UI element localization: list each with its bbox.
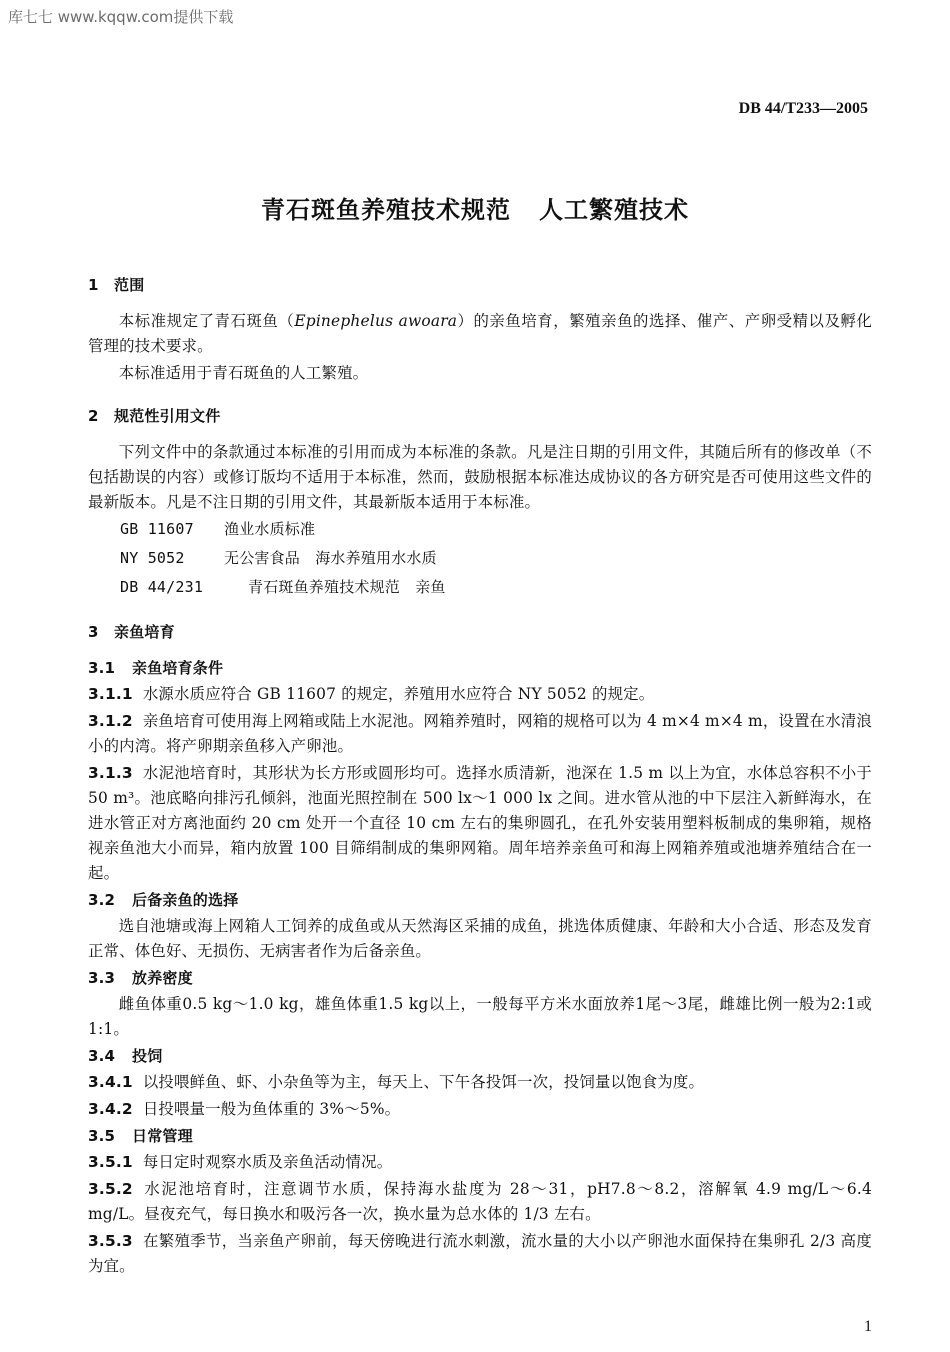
scope-paragraph: 本标准规定了青石斑鱼（Epinephelus awoara）的亲鱼培育，繁殖亲鱼的选择、催产、产卵受精以及孵化管理的技术要求。 [88, 312, 873, 355]
clause-3-5-3: 3.5.3 在繁殖季节，当亲鱼产卵前，每天傍晚进行流水刺激，流水量的大小以产卵池水面保持在集卵孔 2/3 高度为宜。 [88, 1232, 872, 1275]
clause-3-5-2: 3.5.2 水泥池培育时，注意调节水质，保持海水盐度为 28～31，pH7.8～8.2，溶解氧 4.9 mg/L～6.4 mg/L。昼夜充气，每日换水和吸污各一次，换水量为总水体的 1/3 左右。 [88, 1180, 872, 1223]
clause-3-4-2: 3.4.2 日投喂量一般为鱼体重的 3%～5%。 [88, 1100, 401, 1118]
clause-3-5-1: 3.5.1 每日定时观察水质及亲鱼活动情况。 [88, 1153, 393, 1171]
title-part-1: 青石斑鱼养殖技术规范 [261, 196, 511, 224]
section-3-heading: 3 亲鱼培育 [88, 623, 175, 641]
reference-item: DB 44/231 青石斑鱼养殖技术规范 亲鱼 [120, 578, 446, 596]
section-3-3-paragraph: 雌鱼体重0.5 kg～1.0 kg，雄鱼体重1.5 kg以上，一般每平方米水面放养1尾～3尾，雌雄比例一般为2:1或1:1。 [88, 995, 872, 1038]
reference-item: GB 11607 渔业水质标准 [120, 520, 316, 538]
title-part-2: 人工繁殖技术 [539, 196, 689, 224]
clause-3-1-2: 3.1.2 亲鱼培育可使用海上网箱或陆上水泥池。网箱养殖时，网箱的规格可以为 4 m×4 m×4 m，设置在水清浪小的内湾。将产卵期亲鱼移入产卵池。 [88, 712, 872, 755]
section-3-1-heading: 3.1 亲鱼培育条件 [88, 659, 224, 677]
standard-number: DB 44/T233—2005 [738, 100, 868, 117]
reference-item: NY 5052 无公害食品 海水养殖用水水质 [120, 549, 437, 567]
section-3-4-heading: 3.4 投饲 [88, 1047, 163, 1065]
section-3-2-heading: 3.2 后备亲鱼的选择 [88, 891, 239, 909]
scope-applicability: 本标准适用于青石斑鱼的人工繁殖。 [118, 364, 369, 382]
document-body [88, 273, 872, 1281]
document-title [0, 190, 950, 225]
section-2-heading: 2 规范性引用文件 [88, 407, 221, 425]
latin-species-name: Epinephelus awoara [294, 312, 458, 330]
section-3-2-paragraph: 选自池塘或海上网箱人工饲养的成鱼或从天然海区采捕的成鱼，挑选体质健康、年龄和大小合适、形态及发育正常、体色好、无损伤、无病害者作为后备亲鱼。 [88, 917, 872, 960]
clause-3-1-3: 3.1.3 水泥池培育时，其形状为长方形或圆形均可。选择水质清新，池深在 1.5 m 以上为宜，水体总容积不小于 50 m³。池底略向排污孔倾斜，池面光照控制在 500 lx～1 000 lx 之间。进水管从池的中下层注入新鲜海水，在进水管正对方离池面约 20 cm 处开一个直径 10 cm 左右的集卵圆孔，在孔外安装用塑料板制成的集卵箱，规格视亲鱼池大小而异，箱内放置 100 目筛绢制成的集卵网箱。周年培养亲鱼可和海上网箱养殖或池塘养殖结合在一起。 [88, 764, 872, 882]
page-number: 1 [864, 1318, 872, 1335]
normative-references-paragraph: 下列文件中的条款通过本标准的引用而成为本标准的条款。凡是注日期的引用文件，其随后所有的修改单（不包括勘误的内容）或修订版均不适用于本标准，然而，鼓励根据本标准达成协议的各方研究是否可使用这些文件的最新版本。凡是不注日期的引用文件，其最新版本适用于本标准。 [88, 443, 872, 511]
section-3-5-heading: 3.5 日常管理 [88, 1127, 193, 1145]
clause-3-4-1: 3.4.1 以投喂鲜鱼、虾、小杂鱼等为主，每天上、下午各投饵一次，投饲量以饱食为度。 [88, 1073, 705, 1091]
section-1-heading: 1 范围 [88, 276, 145, 294]
section-3-3-heading: 3.3 放养密度 [88, 969, 193, 987]
watermark: 库七七 www.kqqw.com提供下载 [8, 8, 234, 26]
clause-3-1-1: 3.1.1 水源水质应符合 GB 11607 的规定，养殖用水应符合 NY 5052 的规定。 [88, 685, 655, 703]
